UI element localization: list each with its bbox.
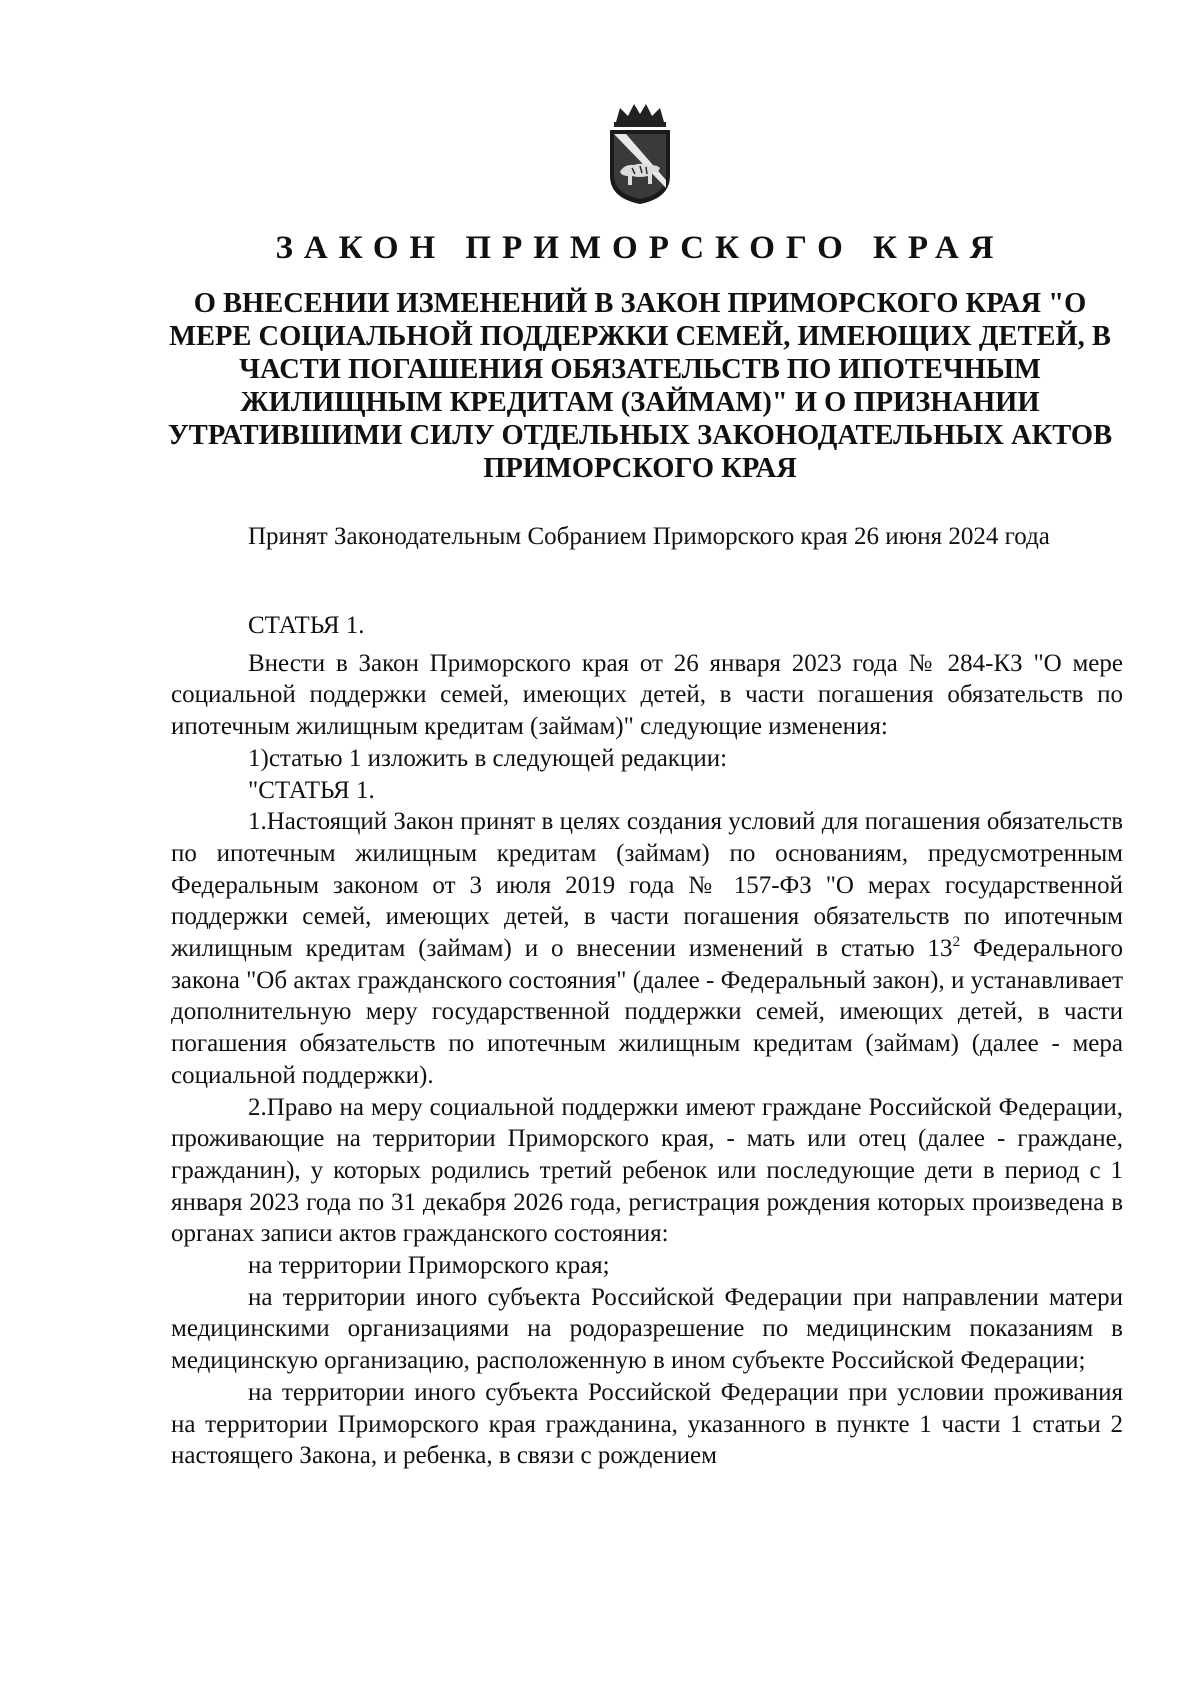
subpoint-residence-condition: на территории иного субъекта Российской Федерации при условии проживания на территории Приморского края гражданина, указанного в пункте 1 части 1 статьи 2 настоящего Закона, и ребенка, в связи с рождением	[171, 1378, 1123, 1470]
point-1-paragraph	[171, 806, 1123, 1091]
coat-of-arms-icon	[602, 102, 678, 206]
superscript-2: 2	[952, 934, 961, 951]
quoted-article-heading: "СТАТЬЯ 1.	[248, 776, 375, 804]
article-intro-paragraph: Внести в Закон Приморского края от 26 января 2023 года № 284-КЗ "О мере социальной поддержки семей, имеющих детей, в части погашения обязательств по ипотечным жилищным кредитам (займам)" следующие изменения:	[171, 649, 1123, 741]
point-1-text-end: Федерального закона "Об актах гражданского состояния" (далее - Федеральный закон), и устанавливает дополнительную меру государственной поддержки семей, имеющих детей, в части погашения обязательств по ипотечным жилищным кредитам (займам) (далее - мера социальной поддержки).	[171, 935, 1124, 1089]
article-body	[171, 610, 1123, 1472]
subpoint-medical-referral: на территории иного субъекта Российской Федерации при направлении матери медицинскими организациями на родоразрешение по медицинским показаниям в медицинскую организацию, расположенную в ином субъекте Российской Федерации;	[171, 1283, 1123, 1375]
law-title: ЗАКОН ПРИМОРСКОГО КРАЯ	[275, 230, 1005, 266]
point-2-paragraph: 2.Право на меру социальной поддержки имеют граждане Российской Федерации, проживающие на территории Приморского края, - мать или отец (далее - граждане, гражданин), у которых родились третий ребенок или последующие дети в период с 1 января 2023 года по 31 декабря 2026 года, регистрация рождения которых произведена в органах записи актов гражданского состояния:	[171, 1093, 1123, 1248]
subpoint-primorsky: на территории Приморского края;	[248, 1252, 610, 1280]
amendment-item-1: 1)статью 1 изложить в следующей редакции:	[248, 744, 728, 772]
point-1-text-start: 1.Настоящий Закон принят в целях создания условий для погашения обязательств по ипотечным жилищным кредитам (займам) по основаниям, предусмотренным Федеральным законом от 3 июля 2019 года № 157-ФЗ "О мерах государственной поддержки семей, имеющих детей, в части погашения обязательств по ипотечным жилищным кредитам (займам) и о внесении изменений в статью 13	[171, 808, 1123, 963]
law-subtitle: О ВНЕСЕНИИ ИЗМЕНЕНИЙ В ЗАКОН ПРИМОРСКОГО КРАЯ "О МЕРЕ СОЦИАЛЬНОЙ ПОДДЕРЖКИ СЕМЕЙ, ИМЕЮЩИХ ДЕТЕЙ, В ЧАСТИ ПОГАШЕНИЯ ОБЯЗАТЕЛЬСТВ ПО ИПОТЕЧНЫМ ЖИЛИЩНЫМ КРЕДИТАМ (ЗАЙМАМ)" И О ПРИЗНАНИИ УТРАТИВШИМИ СИЛУ ОТДЕЛЬНЫХ ЗАКОНОДАТЕЛЬНЫХ АКТОВ ПРИМОРСКОГО КРАЯ	[167, 288, 1113, 484]
adoption-note: Принят Законодательным Собранием Приморского края 26 июня 2024 года	[248, 523, 1050, 550]
article-heading: СТАТЬЯ 1.	[248, 612, 365, 639]
